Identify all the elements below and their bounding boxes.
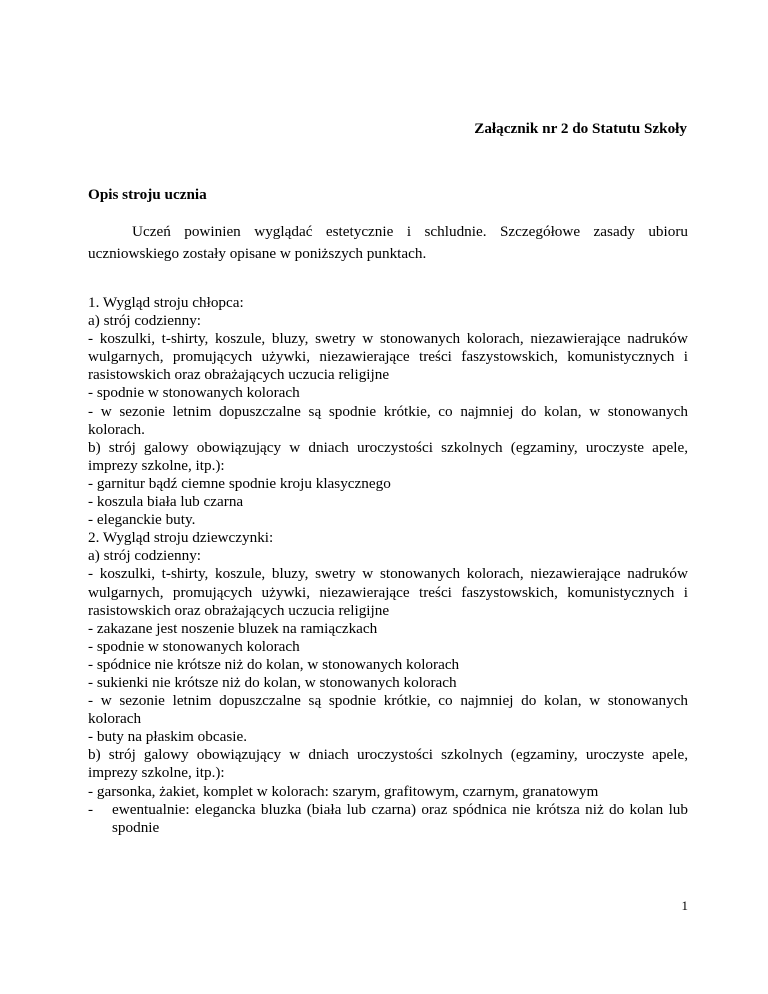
girl-daily-item: - zakazane jest noszenie bluzek na ramiączkach [88,619,378,637]
girl-formal-item-optional [88,801,688,837]
bullet-text: ewentualnie: elegancka bluzka (biała lub czarna) oraz spódnica nie krótsza niż do kolan lub spodnie [112,800,688,836]
girl-dress-heading: 2. Wygląd stroju dziewczynki: [88,529,274,547]
girl-daily-item: - w sezonie letnim dopuszczalne są spodnie krótkie, co najmniej do kolan, w stonowanych kolorach [88,692,688,728]
girl-daily-item: - sukienki nie krótsze niż do kolan, w stonowanych kolorach [88,673,457,691]
section-title: Opis stroju ucznia [88,186,207,203]
boy-formal-heading: b) strój galowy obowiązujący w dniach uroczystości szkolnych (egzaminy, uroczyste apele, imprezy szkolne, itp.): [88,438,688,474]
boy-daily-item: - w sezonie letnim dopuszczalne są spodnie krótkie, co najmniej do kolan, w stonowanych kolorach. [88,402,688,438]
boy-dress-heading: 1. Wygląd stroju chłopca: [88,294,244,311]
girl-formal-item: - garsonka, żakiet, komplet w kolorach: szarym, grafitowym, czarnym, granatowym [88,782,599,800]
girl-daily-item: - spodnie w stonowanych kolorach [88,637,300,655]
intro-paragraph: Uczeń powinien wyglądać estetycznie i schludnie. Szczegółowe zasady ubioru uczniowskiego zostały opisane w poniższych punktach. [88,223,688,262]
page-number: 1 [681,898,688,913]
girl-daily-item: - spódnice nie krótsze niż do kolan, w stonowanych kolorach [88,655,460,673]
boy-formal-item: - garnitur bądź ciemne spodnie kroju klasycznego [88,474,391,492]
boy-formal-item: - eleganckie buty. [88,511,196,529]
girl-daily-heading: a) strój codzienny: [88,547,202,565]
boy-formal-item: - koszula biała lub czarna [88,493,244,511]
boy-daily-item: - koszulki, t-shirty, koszule, bluzy, swetry w stonowanych kolorach, niezawierające nadruków wulgarnych, promujących używki, niezawierające treści faszystowskich, komunistycznych i rasistowskich oraz obrażających uczucia religijne [88,330,688,384]
girl-daily-item: - koszulki, t-shirty, koszule, bluzy, swetry w stonowanych kolorach, niezawierające nadruków wulgarnych, promujących używki, niezawierające treści faszystowskich, komunistycznych i rasistowskich oraz obrażających uczucia religijne [88,565,688,619]
bullet-dash: - [88,800,94,818]
attachment-title: Załącznik nr 2 do Statutu Szkoły [474,120,687,137]
girl-formal-heading: b) strój galowy obowiązujący w dniach uroczystości szkolnych (egzaminy, uroczyste apele, imprezy szkolne, itp.): [88,746,688,782]
boy-daily-item: - spodnie w stonowanych kolorach [88,384,300,402]
dress-code-body [88,294,688,837]
girl-daily-item: - buty na płaskim obcasie. [88,728,248,746]
boy-daily-heading: a) strój codzienny: [88,312,202,330]
